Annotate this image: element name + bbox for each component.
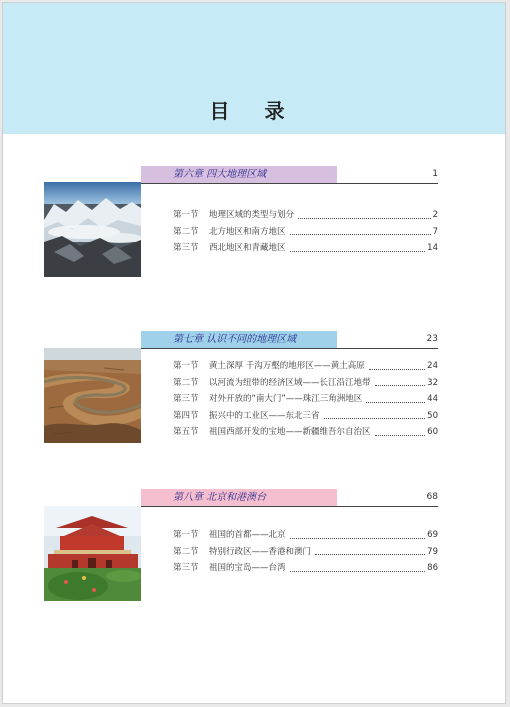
chapter-page-number: 23 [426,334,438,344]
chapter-title[interactable]: 第七章 认识不同的地理区域 [141,331,337,348]
dot-leader [290,224,431,236]
section-title: 以河流为纽带的经济区域——长江沿江地带 [209,377,371,388]
dot-leader [290,527,426,539]
section-page: 24 [427,361,438,371]
section-number: 第二节 [173,546,199,557]
toc-entry[interactable] [173,527,438,544]
section-page: 69 [427,530,438,540]
section-list [173,358,438,441]
section-number: 第一节 [173,361,199,371]
section-page: 44 [427,394,438,404]
section-number: 第二节 [173,377,199,388]
toc-entry[interactable] [173,224,438,241]
dot-leader [290,240,426,252]
section-title: 特别行政区——香港和澳门 [209,546,312,557]
section-number: 第三节 [173,243,199,253]
dot-leader [315,544,425,556]
section-page: 60 [427,427,438,437]
section-page: 86 [427,563,438,573]
section-page: 32 [427,377,438,388]
toc-page [2,2,506,704]
toc-entry[interactable] [173,207,438,224]
section-page: 50 [427,410,438,421]
section-number: 第一节 [173,210,199,220]
dot-leader [324,408,426,420]
section-title: 北方地区和南方地区 [209,226,286,237]
section-page: 2 [432,210,438,220]
section-list [173,527,438,577]
section-number: 第四节 [173,410,199,421]
toc-entry[interactable] [173,560,438,577]
dot-leader [375,375,426,387]
section-number: 第一节 [173,530,199,540]
section-title: 祖国的宝岛——台湾 [209,563,286,573]
section-number: 第三节 [173,394,199,404]
section-title: 祖国西部开发的宝地——新疆维吾尔自治区 [209,427,371,437]
section-title: 地理区域的类型与划分 [209,210,295,220]
dot-leader [375,424,426,436]
section-title: 黄土深厚 千沟万壑的地形区——黄土高原 [209,361,365,371]
section-page: 14 [427,243,438,253]
loess-river-photo [44,348,141,443]
snow-mountain-photo [44,182,141,277]
section-list [173,207,438,257]
section-number: 第三节 [173,563,199,573]
chapter-page-number: 68 [426,492,438,502]
section-number: 第二节 [173,226,199,237]
chapter-title[interactable]: 第六章 四大地理区域 [141,166,337,183]
section-page: 79 [427,546,438,557]
section-title: 对外开放的“南大门”——珠江三角洲地区 [209,394,363,404]
section-number: 第五节 [173,427,199,437]
chapter-heading [141,489,438,507]
toc-entry[interactable] [173,424,438,441]
toc-entry[interactable] [173,375,438,392]
toc-entry[interactable] [173,391,438,408]
dot-leader [298,207,431,219]
chapter-heading [141,166,438,184]
section-title: 西北地区和青藏地区 [209,243,286,253]
page-title: 目 录 [209,99,299,123]
chapter-heading [141,331,438,349]
dot-leader [366,391,425,403]
tiananmen-photo [44,506,141,601]
dot-leader [290,560,426,572]
toc-entry[interactable] [173,358,438,375]
chapter-title[interactable]: 第八章 北京和港澳台 [141,489,337,506]
toc-entry[interactable] [173,544,438,561]
section-title: 祖国的首都——北京 [209,530,286,540]
toc-entry[interactable] [173,408,438,425]
toc-entry[interactable] [173,240,438,257]
dot-leader [369,358,425,370]
section-title: 振兴中的工业区——东北三省 [209,410,320,421]
chapter-page-number: 1 [432,169,438,179]
section-page: 7 [432,226,438,237]
